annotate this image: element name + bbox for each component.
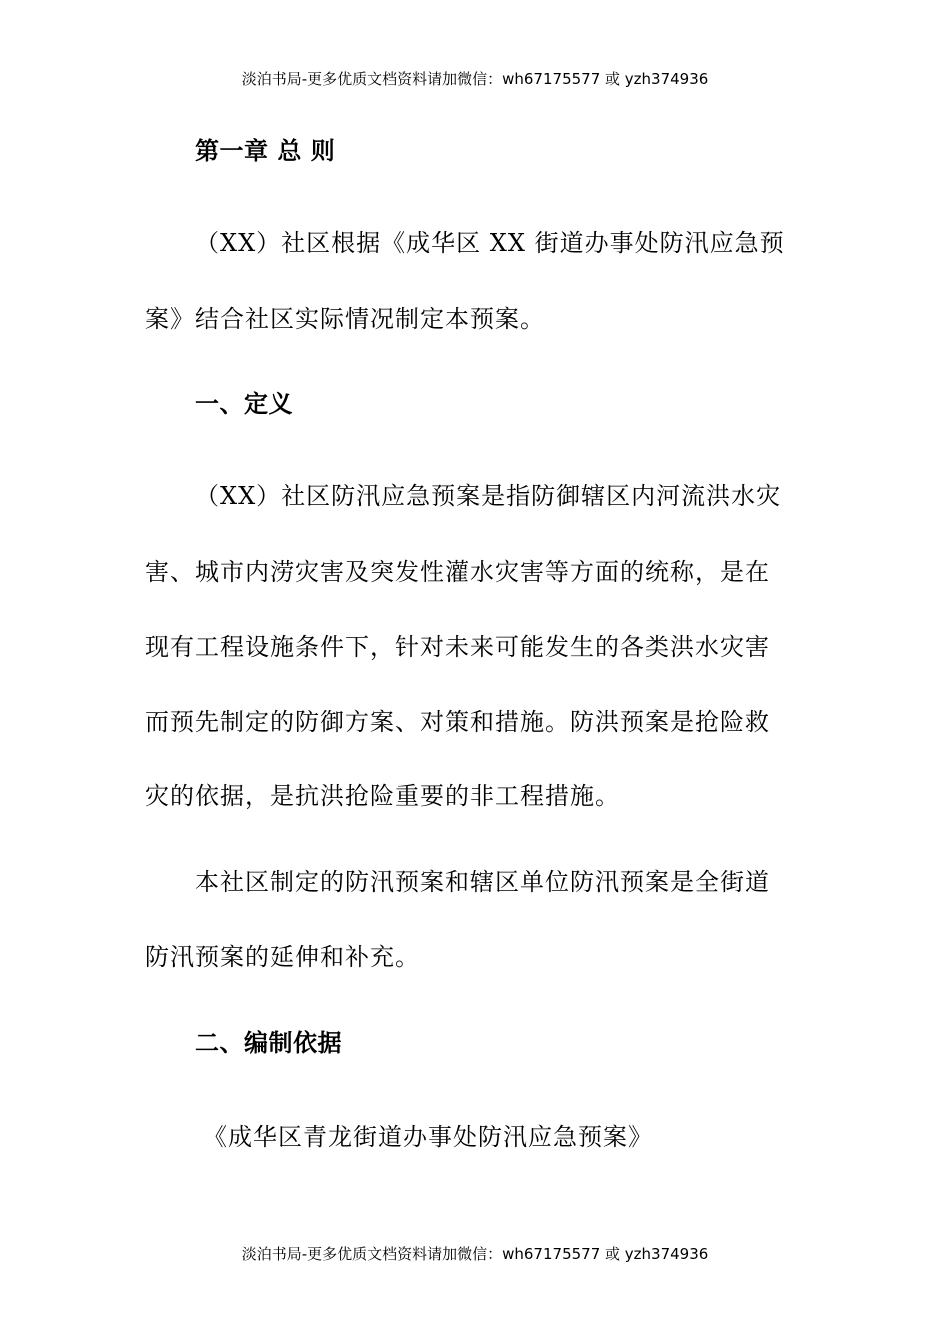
extension-line-2: 防汛预案的延伸和补充。 <box>145 943 420 971</box>
chapter-title: 第一章 总 则 <box>195 137 336 165</box>
section-heading-definition: 一、定义 <box>195 390 293 418</box>
extension-line-1: 本社区制定的防汛预案和辖区单位防汛预案是全街道 <box>195 868 770 896</box>
intro-line-1: （XX）社区根据《成华区 XX 街道办事处防汛应急预 <box>195 229 785 257</box>
definition-line-1: （XX）社区防汛应急预案是指防御辖区内河流洪水灾 <box>195 482 782 510</box>
definition-line-2: 害、城市内涝灾害及突发性灌水灾害等方面的统称，是在 <box>145 558 770 586</box>
header-watermark: 淡泊书局-更多优质文档资料请加微信：wh67175577 或 yzh374936 <box>241 70 709 88</box>
definition-line-5: 灾的依据，是抗洪抢险重要的非工程措施。 <box>145 782 620 810</box>
definition-line-4: 而预先制定的防御方案、对策和措施。防洪预案是抢险救 <box>145 708 770 736</box>
basis-reference: 《成华区青龙街道办事处防汛应急预案》 <box>203 1123 653 1151</box>
footer-watermark: 淡泊书局-更多优质文档资料请加微信：wh67175577 或 yzh374936 <box>241 1245 709 1263</box>
definition-line-3: 现有工程设施条件下，针对未来可能发生的各类洪水灾害 <box>145 633 770 661</box>
section-heading-basis: 二、编制依据 <box>195 1029 342 1057</box>
intro-line-2: 案》结合社区实际情况制定本预案。 <box>145 305 545 333</box>
